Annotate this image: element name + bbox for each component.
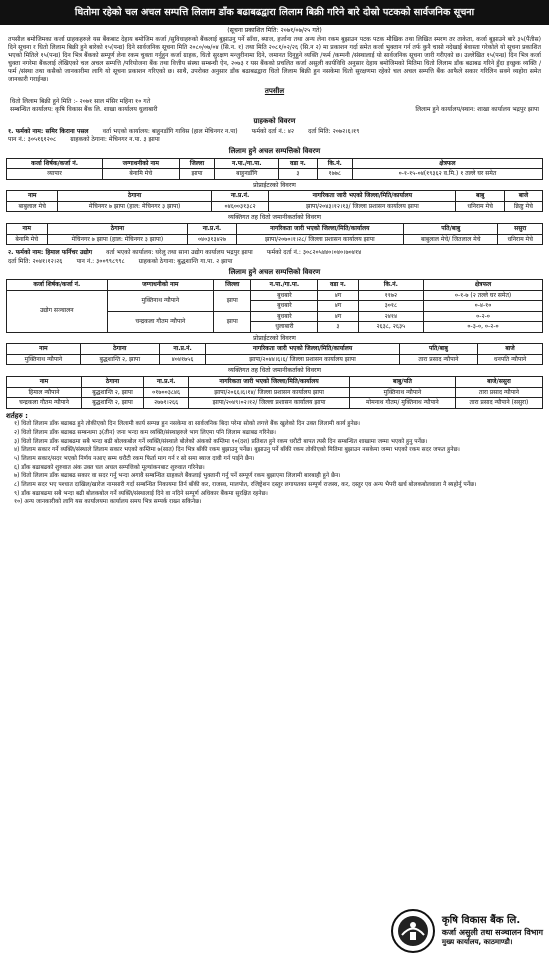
table-row: [7, 234, 543, 245]
publish-date: (सूचना प्रकाशित मिति: २०७१/०७/२५ गते): [227, 27, 322, 34]
firm1-address: वर्ता भएको कार्यालय: बाहुनडाँगि गाविस (हाल मेचिनगर न.पा): [102, 127, 238, 135]
notice-title: धितोमा रहेको चल अचल सम्पत्ति लिलाम डाँक बढाबढद्वारा लिलाम बिक्री गरिने बारे दोस्रो पटकको सार्वजनिक सूचना: [0, 0, 549, 25]
table-cell: ०४०३१३४२७: [188, 234, 236, 245]
table-cell: ०-१-१५-०४(१९३६२ व.मि.) १ तल्ले घर समेत: [352, 169, 542, 180]
table-cell: ४०४१७५६: [159, 354, 206, 365]
table-cell: ०-४-१०: [424, 301, 543, 312]
table-header: नागरिकता जारी भएको जिल्ला/मिति/कार्यालय: [189, 377, 350, 388]
auction-place: लिलाम हुने कार्यालय/स्थान: शाखा कार्यालय भद्रपुर झापा: [415, 106, 539, 114]
table-row: [7, 398, 543, 409]
table-cell: ०-३-०, ०-२-०: [424, 322, 543, 333]
table-cell: ४ग: [318, 290, 358, 301]
table-header: कि.नं.: [358, 280, 423, 291]
table-cell: तारा प्रसाद न्यौपाने: [455, 387, 542, 398]
table-header: ससुरा: [498, 224, 543, 235]
table-cell: मेचिनगर ७ झापा (हाल: मेचिनगर ३ झापा): [47, 234, 188, 245]
table-header: ना.प्र.नं.: [144, 377, 189, 388]
table-cell: २४१४: [358, 311, 423, 322]
firm2-pan: पान नं.: ३००९९८९९८: [76, 257, 125, 265]
table-header: क्षेत्रफल: [352, 158, 542, 169]
table-cell: धनिराम मेचे: [456, 201, 504, 212]
table-header: बाबु: [456, 191, 504, 202]
table-row: [7, 290, 543, 301]
firm2-reg: फर्मको दर्ता नं.: ३०८२०५४४०।०४०।७०४१४: [266, 249, 362, 257]
table-header: जिल्ला: [214, 280, 251, 291]
table-header: न.पा./गा.पा.: [251, 280, 318, 291]
table-cell: चन्द्रकला गौतम न्यौपाने: [7, 398, 82, 409]
table-header: ठेगाना: [58, 191, 211, 202]
table-cell: बुधबारे: [251, 311, 318, 322]
table1-heading: लिलाम हुने अचल सम्पत्तिको विवरण: [228, 146, 321, 155]
table-header: नाम: [7, 224, 48, 235]
table-header: न.पा./गा.पा.: [215, 158, 279, 169]
tapsil-heading: तपसील: [264, 86, 285, 95]
condition-item: ४) लिलाम सकार गर्ने व्यक्ति/संस्थाले लिलाम सकार भएको कम्तिमा ७(सात) दिन भित्र बाँकी रकम बुझाउनु पर्नेछ। बुझाउनु पर्ने बाँकी रकम तोकीएको मितिमा बुझाउन नसकेमा जम्मा भएको रकम सदर जफत हुनेछ।: [14, 447, 460, 454]
table-cell: बुद्धशान्ति २, झापा: [81, 387, 143, 398]
table-cell: मुक्तिनाथ न्यौपाने: [349, 387, 455, 398]
condition-item: १) धितो लिलाम डाँक बढाबढ हुने तोकीएको दिन लिलामी कार्य सम्पन्न हुन नसकेमा वा सार्वजनिक बिदा परेमा सोको लगत्ते बैंक खुलेको दिन उक्त लिलामी कार्य हुनेछ।: [14, 421, 361, 428]
table-cell: बुधबारे: [251, 301, 318, 312]
table-cell: झापा/२०६६।६।१४/ जिल्ला प्रशासन कार्यालय झापा: [189, 387, 350, 398]
property-table-1: [6, 158, 543, 180]
table-cell: ३: [279, 169, 318, 180]
table-cell: झापा/२०४३।१२।१३/ जिल्ला प्रशासन कार्यालय झापा: [269, 201, 456, 212]
firm2-name: २. फर्मको नाम: हिमाल फर्निचर उद्योग: [8, 249, 93, 257]
table-cell: क्रिष्टु मेचे: [504, 201, 542, 212]
table-cell: धनिराम मेचे: [498, 234, 543, 245]
table-cell: झापा: [214, 311, 251, 332]
guar2-heading: व्यक्तिगत तह धितो जमानीकर्ताको विवरण: [227, 367, 322, 375]
table-cell: ०४६००३१३८२: [211, 201, 269, 212]
table-header: कर्जा शिर्षक/कर्जा नं.: [7, 280, 108, 291]
intro-paragraph: तपसील बमोजिमका कर्जा ग्राहकहरुले यस बैंकबाट देहाय बमोजिम कर्जा /सुविधाहरुको बैंकलाई बुझाउनु पर्ने साँवा, ब्याज, हर्जाना तथा अन्य लेना रकम बुझाउन पटक पटक मौखिक तथा लिखित स्मरण तर ताकेता, कर्जा बुझाउने बारे ३५(पैंतीस) दिने सूचना र धितो लिलाम बिक्री हुने बारेको १५(पन्ध्र) दिने सार्वजनिक सूचना मिति २०८०/०७/०४ (सि.न. १) तथा मिति २०८१/०२/२६ (सि.न २) मा प्रकाशन गर्दा समेत कर्जा भुक्तान गर्न तर्फ कुनै चासो नदेखाई बेवास्ता गरेकोले यो सूचना प्रकाशित भएको मितिले १५(पन्ध्र) दिन भित्र बैंकको सम्पूर्ण लेना रकम चुक्ता गर्नुहुन कर्जा ग्राहक, धितो सुरक्षण मन्जुरीनामा दिने, जमानत दिनुहुने व्यक्ति /फर्म /कम्पनी /संस्थालाई यो सार्वजनिक सूचना जारी गरीएको छ। उल्लेखित १५(पन्ध्र) दिन भित्र कर्जा चुक्ता नगरेमा बैंकलाई लेखिएको चल अचल सम्पत्ति /परियोजना बैंक तथा वित्तीय संस्था सम्बन्धी ऐन, २०७३ र यस बैंकको प्रचलित कर्जा असुली कार्यविधि अनुसार देहाय बमोजिमको मितिमा धितो लिलाम डाँक बढाबढ गरिने हुँदा इच्छुक व्यक्ति /फर्म /संस्था तथा कसैको जानकारीमा लागि यो सूचना प्रकाशन गरिएको छ। साथै, उपरोक्त अनुसार डाँक बढाबढद्वारा धितो लिलाम बिक्री हुन नसकेमा धितो सुरक्षणमा रहेको चल अचल सम्पत्ति बैंक आफैले सकार गरिलिन सक्ने व्यहोरा समेत जानकारी गराईन्छ।: [8, 35, 541, 83]
table-header: नागरिकता जारी भएको जिल्ला/मिति/कार्यालय: [269, 191, 456, 202]
table-cell: झापा/२०४४।६।६/ जिल्ला प्रशासन कार्यालय झापा: [206, 354, 400, 365]
table-cell: मुक्तिनाथ न्यौपाने: [7, 354, 81, 365]
table-cell: बाबुलाल मेचे: [7, 201, 58, 212]
property-table-2: [6, 279, 543, 333]
firm2-address: वर्ता भएको कार्यालय: घरेलु तथा साना उद्योग कार्यालय भद्रपुर झापा: [106, 249, 253, 257]
table-cell: झापा: [214, 290, 251, 311]
bank-logo-icon: [390, 908, 436, 954]
table-cell: बाबुलाल मेचे/ जितलाल मेचे: [403, 234, 498, 245]
table-cell: धनपति न्यौपाने: [478, 354, 543, 365]
table-cell: उद्योग सञ्चालन: [7, 290, 108, 332]
table-row: [7, 169, 543, 180]
table-header: ठेगाना: [80, 344, 159, 355]
table-cell: ४ग: [318, 301, 358, 312]
proprietor-table-2: [6, 343, 543, 365]
table-header: नागरिकता जारी भएको जिल्ला/मिति/कार्यालय: [206, 344, 400, 355]
firm1-reg: फर्मको दर्ता नं.: ४२: [251, 127, 295, 135]
table-cell: बाहुनडाँगि: [215, 169, 279, 180]
table-header: वडा न.: [279, 158, 318, 169]
table-cell: धुलाबारी: [251, 322, 318, 333]
guar1-heading: व्यक्तिगत तह धितो जमानीकर्ताको विवरण: [227, 214, 322, 222]
table-cell: मेचिनगर ७ झापा (हाल: मेचिनगर ३ झापा): [58, 201, 211, 212]
table-cell: बेनामि मेचे: [7, 234, 48, 245]
table-header: ठेगाना: [47, 224, 188, 235]
bank-signature-block: [390, 908, 543, 954]
firm2-reg-date: दर्ता मिति: २०४१।१२।२६: [8, 257, 63, 265]
table-header: पति/बाबु: [399, 344, 477, 355]
table-cell: बुद्धशान्ति २, झापा: [80, 354, 159, 365]
table-header: नाम: [7, 191, 58, 202]
table-cell: व्यापार: [7, 169, 103, 180]
condition-item: ९) डाँक बढाबढमा सबै भन्दा बढी बोलकबोल गर्ने व्यक्ति/संस्थालाई दिने वा नदिने सम्पूर्ण अधिकार बैंकमा सुरक्षित रहनेछ।: [14, 490, 268, 497]
firm2-customer-address: ग्राहकको ठेगाना: बुद्धशान्ति गा.पा. २ झापा: [138, 257, 233, 265]
proprietor-table-1: [6, 190, 543, 212]
bank-department: कर्जा असुली तथा सञ्चालन विभाग: [441, 927, 543, 937]
condition-item: ५) लिलाम सकार/सदर भएको निर्णय नआए सम्म धरौटी रकम फिर्ता माग गर्न र सो समा ब्याज दावी गर्न पाईने छैन।: [14, 456, 255, 463]
table-cell: ११७२: [358, 290, 423, 301]
firm1-pan: पान नं.: ३०५१६१२०८: [8, 136, 57, 144]
table-cell: चन्द्रकला गौतम न्यौपाने: [107, 311, 213, 332]
table-cell: ४ग: [318, 311, 358, 322]
table-header: बाजे: [504, 191, 542, 202]
table-header: ठेगाना: [81, 377, 143, 388]
table-cell: १७७८: [317, 169, 352, 180]
conditions-list: [14, 421, 543, 507]
table-header: बाजे: [478, 344, 543, 355]
related-office: सम्बन्धित कार्यालय: कृषि विकास बैंक लि. शाखा कार्यालय धुलाबारी: [10, 106, 158, 114]
table-cell: बेनामि मेचे: [103, 169, 180, 180]
table-row: [7, 354, 543, 365]
guarantor-table-2: [6, 376, 543, 409]
table-header: बाजे/ससुरा: [455, 377, 542, 388]
condition-item: ६) डाँक बढाबढको शुरुवात अंक उक्त चल अचल सम्पत्तिको मूल्यांकनबाट शुरुवात गरिनेछ।: [14, 464, 205, 471]
bank-name: कृषि विकास बैंक लि.: [441, 915, 521, 927]
condition-item: २) धितो लिलाम डाँक बढाबढ सम्बन्धमा ३(तीन) जना भन्दा कम व्यक्ति/संस्थाहरुले भाग लिएमा पनि लिलाम बढाबढ गरिनेछ।: [14, 430, 277, 437]
condition-item: ८) लिलाम सदर भए पश्चात दाखिल/खारेज नामसारी गर्दा सम्बन्धित निकायमा तिर्न बाँकी कर, राजस्व, मालपोत, रजिष्ट्रेशन दस्तुर लगायतका सम्पूर्ण राजस्व, कर, दस्तुर एव अन्य भैपरी खर्च बोलकबोलवाला नै ब्यहोर्नु पर्नेछ।: [14, 482, 477, 489]
table-header: कि.नं.: [317, 158, 352, 169]
table-cell: मुक्तिनाथ न्यौपाने: [107, 290, 213, 311]
table-cell: झापा/२०४९।०२।१२/ जिल्ला प्रशासन कार्यालय झापा: [189, 398, 350, 409]
firm1-customer-address: ग्राहकको ठेगाना: मेचिनगर न.पा. ३ झापा: [70, 136, 160, 144]
table-header: जग्गाधनीको नाम: [103, 158, 180, 169]
customer-details-heading: ग्राहकको विवरण: [253, 116, 296, 125]
table-header: पति/बाबु: [403, 224, 498, 235]
conditions-heading: शर्तहरु :: [6, 411, 28, 420]
table-cell: झापा: [179, 169, 215, 180]
firm1-reg-date: दर्ता मिति: २०७२।६।१९: [308, 127, 360, 135]
table-cell: झापा/२०७०।१।२८/ जिल्ला प्रशासन कार्यालय झापा: [236, 234, 403, 245]
table-header: क्षेत्रफल: [424, 280, 543, 291]
table-header: ना.प्र.नं.: [188, 224, 236, 235]
table-cell: ०-२-०: [424, 311, 543, 322]
condition-item: ३) धितो लिलाम डाँक बढाबढमा सबै भन्दा बढी बोलकबोल गर्ने व्यक्ति/संस्थाले बोलेको अंकको कम्तिमा १०(दश) प्रतिशत हुने रकम धरौटी बापत त्यसै दिन सम्बन्धित शाखामा जम्मा भएको हुनु पर्नेछ।: [14, 438, 428, 445]
table-cell: २६३८, २६३५: [358, 322, 423, 333]
table-cell: मोमनाथ गौतम/ मुक्तिनाथ न्यौपाने: [349, 398, 455, 409]
guarantor-table-1: [6, 223, 543, 245]
table-cell: ३०१८: [358, 301, 423, 312]
table-header: जिल्ला: [179, 158, 215, 169]
table-header: कर्जा शिर्षक/कर्जा नं.: [7, 158, 103, 169]
table-header: जग्गाधनीको नाम: [107, 280, 213, 291]
table-row: [7, 201, 543, 212]
table-header: बाबु/पति: [349, 377, 455, 388]
table-cell: ०१७००३८४६: [144, 387, 189, 398]
prop1-heading: प्रोप्राईटरको विवरण: [253, 181, 296, 189]
table-cell: तारा प्रसाद न्यौपाने: [399, 354, 477, 365]
firm1-name: १. फर्मको नाम: समिर किराना पसल: [8, 127, 89, 135]
bank-office: मुख्य कार्यालय, काठमाण्डौ।: [441, 937, 513, 946]
table-header: नाम: [7, 344, 81, 355]
table-header: वडा न.: [318, 280, 358, 291]
table-header: ना.प्र.नं.: [159, 344, 206, 355]
table2-heading: लिलाम हुने अचल सम्पत्तिको विवरण: [228, 268, 321, 277]
table-cell: बुधबारे: [251, 290, 318, 301]
condition-item: १०) अन्य जानकारीको लागि यस कार्यालयमा कार्यालय समय भित्र सम्पर्क राख्न सकिनेछ।: [14, 499, 202, 506]
prop2-heading: प्रोप्राईटरको विवरण: [253, 334, 296, 342]
table-cell: ०-१-७ (२ तल्ले घर समेत): [424, 290, 543, 301]
table-cell: हिमाल न्यौपाने: [7, 387, 82, 398]
auction-date: धितो लिलाम बिक्री हुने मिति :- २०७१ साल मंसिर महिना १० गते: [10, 97, 151, 105]
condition-item: ७) धितो लिलाम डाँक बढाबढ सकार वा सदर गर्नु भन्दा अगावै सम्बन्धित ग्राहकले बैंकलाई भुक्तानी गर्नु पर्ने सम्पूर्ण रकम बुझाएमा लिलामी बारबाही हुने छैन।: [14, 473, 341, 480]
table-cell: बुद्धशान्ति २, झापा: [81, 398, 143, 409]
table-header: नाम: [7, 377, 82, 388]
table-header: नागरिकता जारी भएको जिल्ला/मिति/कार्यालय: [236, 224, 403, 235]
table-cell: २७७१।२६६: [144, 398, 189, 409]
table-cell: ३: [318, 322, 358, 333]
table-row: [7, 387, 543, 398]
table-cell: तारा प्रसाद न्यौपाने (ससुरा): [455, 398, 542, 409]
table-header: ना.प्र.नं.: [211, 191, 269, 202]
